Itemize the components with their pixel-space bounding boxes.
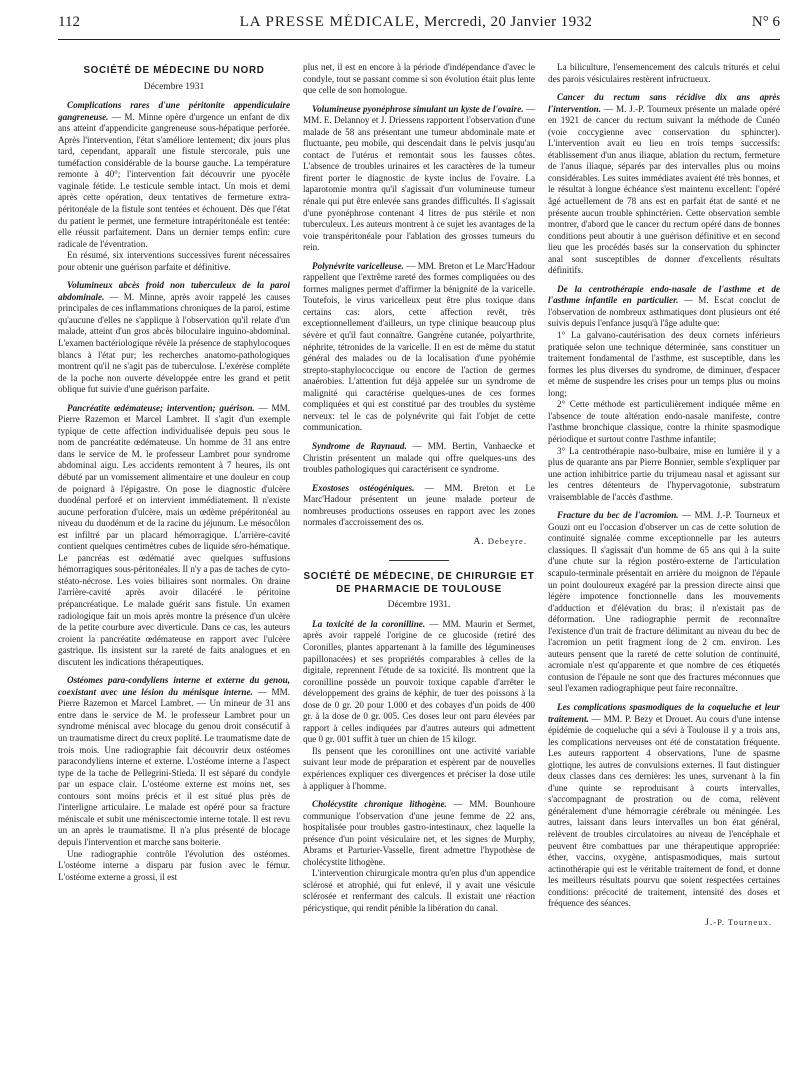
report-text: — MM. Breton et Le Marc'Hadour rappellent que l'extrême rareté des formes compliquées ou des formes malignes permet d'affirmer la bénignité de la varicelle. Toutefois, le virus varicelleux peut être plus toxique dans certains cas: alors, cette affection revêt, très exceptionnellement d'ailleurs, un type clinique beaucoup plus sévère et qu'il faut connaître. Gangrène cutanée, polyarthrite, néphrite, tétronides de la varicelle. Il en est de même du statut général des malades ou de la localisation d'une pyohémie strepto-staphylococcique ou encore de l'action de germes anaérobies. L'attention fut déjà appelée sur un syndrome de malignité qui caractérise quelques-unes de ces formes compliquées et qui est constitué par des troubles du système nerveux: tel le cas de polynévrite qui fait l'objet de cette communication. — [303, 260, 535, 433]
report-title: Exostoses ostéogéniques. — [312, 482, 415, 493]
report-title: Ostéomes para-condyliens interne et externe du genou, coexistant avec une lésion du ménisque interne. — [58, 675, 290, 697]
report-text: — M. Escat conclut de l'observation de nombreux asthmatiques dont plusieurs ont été suivis depuis l'enfance jusqu'à l'âge adulte que: — [548, 295, 780, 329]
report-entry — [303, 104, 535, 254]
list-item: 3° La centrothérapie naso-bulbaire, mise en lumière il y a plus de quarante ans par Pierre Bonnier, semble s'expliquer par une action inhibitrice partie du trijumeau nasal et agissant sur les centres détenteurs de l'hypervagotonie, substratum vraisemblable de l'accès d'asthme. — [548, 445, 780, 502]
continued-text — [303, 62, 535, 97]
session-date: Décembre 1931 — [143, 81, 205, 92]
article-columns — [58, 62, 780, 929]
report-title: Cancer du rectum sans récidive dix ans après l'intervention. — [548, 92, 780, 114]
report-text: — M. J.-P. Tourneux présente un malade opéré en 1921 de cancer du rectum suivant la méthode de Cunéo (voie coccygienne avec conservation du sphincter). L'intervention avait eu lieu en trois temps successifs: établissement d'un anus iliaque, ablation du rectum, fermeture de l'anus iliaque, séparés par des intervalles plus ou moins considérables. Les suites immédiates avaient été très bonnes, et le résultat à longue échéance s'est maintenu excellent: l'opéré âgé actuellement de 78 ans est en parfait état de santé et ne présente aucun trouble sphinctérien. Cette observation semble montrer, d'abord que le cancer du rectum opéré dans de bonnes conditions peut aboutir à une guérison définitive et en second lieu que les procédés basés sur la conservation du sphincter anal sont susceptibles de donner d'excellents résultats définitifs. — [548, 103, 780, 276]
report-text: — M. Minne, après avoir rappelé les causes principales de ces inflammations chroniques de la paroi, estime qu'aucune d'elles ne s'applique à l'observation qu'il relate d'un malade, atteint d'un gros abcès biloculaire inguino-abdominal. L'examen bactériologique révèle la présence de staphylocoques blancs à l'état pur; les recherches anatomo-pathologiques montrent qu'il ne s'agit pas de tuberculose. L'exérèse complète de la poche non ouverte développée entre les grand et petit oblique fut suivie d'une guérison parfaite. — [58, 291, 290, 395]
section-divider — [389, 560, 449, 561]
report-title: Volumineuse pyonéphrose simulant un kyste de l'ovaire. — [312, 103, 524, 114]
continued-text — [548, 62, 780, 85]
society-heading: SOCIÉTÉ DE MÉDECINE, DE CHIRURGIE ET DE PHARMACIE DE TOULOUSE — [303, 571, 535, 595]
report-text: — MM. Pierre Razemon et Marcel Lambret. — Un mineur de 31 ans entre dans le service de M. le professeur Lambret pour un syndrome méniscal avec blocage du genou droit consécutif à un traumatisme direct du creux poplité. Le traumatisme date de trois mois. Une radiographie fait découvrir deux ostéomes paracondyliens interne et externe. L'ostéome interne a l'aspect type de la tache de Pellegrini-Stieda. Il est séparé du condyle par un espace clair. L'ostéome externe est moins net, ses contours sont moins précis et il est situé plus près de l'interligne articulaire. Le malade est opéré pour sa fracture méniscale et subit une méniscectomie interne totale. Il est revu un an après le traumatisme. Il n'a plus présenté de blocage depuis l'intervention et marche sans boiterie. — [58, 686, 290, 847]
report-text: — MM. Maurin et Sermet, après avoir rappelé l'origine de ce glucoside (retiré des Coronilles, plantes appartenant à la famille des légumineuses papillonacées) et ses propriétés comparables à celles de la digitale, reprennent l'étude de sa toxicité. Ils montrent que la coronilline possède un pouvoir toxique capable d'arrêter le développement des grains de képhir, de tuer des poissons à la dose de 0 gr. 20 pour 1.000 et des cobayes d'un poids de 400 gr. à la dose de 0 gr. 005. Ces doses leur ont paru élevées par rapport à celles indiquées par d'autres auteurs qui admettent que 0 gr. 001 suffit à tuer un chien de 15 kilogr. — [303, 618, 535, 745]
journal-name: LA PRESSE MÉDICALE, — [239, 14, 420, 30]
report-entry — [548, 92, 780, 277]
report-title: Fracture du bec de l'acromion. — [557, 510, 679, 521]
report-entry — [303, 261, 535, 434]
report-title: Polynévrite varicelleuse. — [312, 260, 404, 271]
report-paragraph: Une radiographie contrôle l'évolution des ostéomes. L'ostéome interne a disparu par fusion avec le fémur. L'ostéome externe a grossi, il est — [58, 848, 290, 882]
list-item: 1° La galvano-cautérisation des deux cornets inférieurs pratiquée selon une technique déterminée, sans constituer un traitement fondamental de l'asthme, est susceptible, dans les formes les plus diverses du syndrome, de diminuer, d'espacer et même de suspendre les crises pour un temps plus ou moins long; — [548, 330, 780, 398]
issue-date: Mercredi, 20 Janvier 1932 — [423, 14, 593, 30]
report-entry — [303, 441, 535, 476]
report-text: — MM. Bertin, Vanhaecke et Christin présentent un malade qui offre quelques-uns des troubles pathologiques qui caractérisent ce syndrome. — [303, 440, 535, 475]
report-title: Cholécystite chronique lithogène. — [312, 799, 447, 810]
report-entry — [58, 100, 290, 273]
society-heading: SOCIÉTÉ DE MÉDECINE DU NORD — [83, 65, 265, 76]
report-entry — [303, 619, 535, 792]
report-paragraph: La biliculture, l'ensemencement des calculs triturés et celui des parois vésiculaires restèrent infructueux. — [548, 62, 780, 84]
report-paragraph: En résumé, six interventions successives furent nécessaires pour obtenir une guérison parfaite et définitive. — [58, 250, 290, 272]
report-paragraph: plus net, il est en encore à la période d'indépendance d'avec le condyle, tout se passant comme si son évolution était plus lente que celle de son homologue. — [303, 62, 535, 96]
report-text: — MM. Breton et Le Marc'Hadour présentent un jeune malade porteur de nombreuses productions osseuses en rapport avec les zones normales d'accroissement des os. — [303, 482, 535, 528]
running-header — [58, 14, 780, 40]
report-title: De la centrothérapie endo-nasale de l'asthme et de l'asthme infantile en particulier. — [548, 283, 780, 306]
report-entry — [548, 510, 780, 695]
report-paragraph: Ils pensent que les coronillines ont une activité variable suivant leur mode de préparation et espèrent par de nouvelles expériences expliquer ces divergences et préciser la dose utile à appliquer à l'homme. — [303, 745, 535, 791]
author-signature: J.-P. Tourneux. — [705, 916, 772, 928]
report-entry — [58, 675, 290, 883]
journal-title-line — [240, 14, 593, 31]
report-entry — [303, 483, 535, 529]
report-title: Les complications spasmodiques de la coqueluche et leur traitement. — [548, 701, 780, 724]
column-3 — [548, 62, 780, 929]
report-text: — MM. J.-P. Tourneux et Gouzi ont eu l'occasion d'observer un cas de cette solution de continuité signalée comme exceptionnelle par les auteurs classiques. Il s'agissait d'un homme de 65 ans qui à la suite d'une chute sur la région postéro-externe de l'articulation scapulo-terminale présentait en arrière du moignon de l'épaule un point douloureux exagéré par la pression directe ainsi que légère impotence fonctionnelle dans les mouvements d'adduction et d'élévation du bras; il n'existait pas de déformation. Une radiographie permit de reconnaître l'existence d'un trait de fracture délimitant au niveau du bec de l'acromion un petit fragment long de 2 cm. environ. Les auteurs pensent que la rareté de cette solution de continuité, acromiale n'est qu'apparente et que nombre de ces étiquetés contusion de l'épaule ne sont que des fractures méconnues que seul l'examen radiographique peut faire reconnaître. — [548, 510, 780, 694]
report-title: Syndrome de Raynaud. — [312, 440, 407, 451]
list-item: 2° Cette méthode est particulièrement indiquée même en l'absence de toute altération endo-nasale manifeste, contre l'asthme bronchique classique, contre la rhinite spasmodique périodique et surtout contre l'asthme infantile; — [548, 399, 780, 444]
session-date: Décembre 1931. — [387, 600, 451, 611]
report-title: La toxicité de la coronilline. — [312, 618, 426, 629]
column-2 — [303, 62, 535, 929]
column-1 — [58, 62, 290, 929]
issue-number: N° 6 — [751, 14, 780, 30]
report-text: — MM. Pierre Razemon et Marcel Lambret. Il s'agit d'un exemple typique de cette affection individualisée depuis peu sous le nom de pancréatite œdémateuse. Un homme de 31 ans entre dans le service de M. le professeur Lambret pour syndrome abdominal aigu. Les accidents remontent à 7 heures, ils ont débuté par un vomissement alimentaire et une douleur en coup de poignard à l'épigastre. On pose le diagnostic d'ulcère duodénal perforé et on intervient immédiatement. Il n'existe aucune perforation d'ulcère, mais un œdème prépéritonéal au niveau du duodénum et de la racine du jéjunum. Le mésocôlon est infiltré par un placard hémorragique. L'arrière-cavité contient quelques centimètres cubes de liquide séro-hématique. Le pancréas est œdématié avec quelques suffusions hémorragiques sous-péritonéales. Il n'y a pas de taches de cyto-stéato-nécrose. Les voies biliaires sont normales. On draine l'arrière-cavité après avoir dilacéré le péritoine prépancréatique. Le malade guérit sans fistule. Un examen radiologique fait un mois après montre la présence d'un ulcère de la petite courbure avec diverticule. Dans ce cas, les auteurs croient la pancréatite œdémateuse en rapport avec l'ulcère gastrique. Ils insistent sur la rareté de faits analogues et en discutent les indications thérapeutiques. — [58, 402, 291, 667]
report-paragraph: L'intervention chirurgicale montra qu'en plus d'un appendice sclérosé et atrophié, qui fut enlevé, il y avait une vésicule sclérosée et renfermant des calculs. Il existait une réaction péricystique, qui rendit pénible la libération du canal. — [303, 868, 535, 913]
report-text: — M. Minne opère d'urgence un enfant de dix ans atteint d'appendicite gangreneuse sous-hépatique perforée. Après l'intervention, l'état s'améliore lentement; dix jours plus tard, cependant, apparaît une fistule stercorale, puis une tuméfaction considérable de la bourse gauche. La température remonte à 40°; l'intervention fait découvrir une pyocèle vaginale fétide. Le testicule semble intact. Un mois et demi après cette opération, deux tentatives de fermeture extra-péritonéale de la fistule sont tentées et échouent. Dès que l'état du patient le permet, une fermeture intrapéritonéale est tentée: elle réussit parfaitement. Dans un dernier temps enfin: cure radicale de l'éventration. — [58, 111, 290, 249]
report-text: — MM. E. Delannoy et J. Driessens rapportent l'observation d'une malade de 58 ans présentant une tumeur abdominale mate et fluctuante, peu mobile, qui descendait dans le pelvis jusqu'au contact de l'utérus et remontait sous les fausses côtes. L'absence de troubles urinaires et les caractères de la tumeur firent porter le diagnostic de kyste inclus de l'ovaire. La laparotomie montra qu'il s'agissait d'un volumineuse tumeur rénale qui put être enlevée sans grandes difficultés. Il s'agissait d'une pyonéphrose contenant 4 litres de pus stérile et non tuberculeux. Les auteurs montrent à ce sujet les avantages de la voie transpéritonéale pour l'ablation des grosses tumeurs du rein. — [303, 103, 535, 253]
journal-page — [58, 14, 780, 1074]
report-title: Complications rares d'une péritonite appendiculaire gangreneuse. — [58, 100, 290, 122]
report-entry — [548, 702, 780, 910]
author-signature: A. Debeyre. — [473, 535, 527, 547]
report-text: — MM. Bounhoure communique l'observation d'une jeune femme de 22 ans, hospitalisée pour troubles gastro-intestinaux, chez laquelle la présence d'un point vésiculaire net, et les signes de Murphy, Abrams et Parturier-Vasselle, firent admettre l'hypothèse de cholécystite lithogène. — [303, 799, 535, 867]
report-entry — [58, 280, 290, 395]
report-entry — [548, 284, 780, 503]
report-title: Pancréatite œdémateuse; intervention; guérison. — [67, 402, 255, 413]
page-number: 112 — [58, 14, 80, 30]
report-entry — [58, 403, 290, 669]
report-title: Volumineux abcès froid non tuberculeux de la paroi abdominale. — [58, 280, 290, 302]
report-text: — MM. P. Bezy et Drouet. Au cours d'une intense épidémie de coqueluche qui a sévi à Toulouse il y a trois ans, les complications nerveuses ont été de constatation fréquente. Les auteurs rapportent 4 observations, l'une de spasme glottique, les autres de convulsions externes. Il faut distinguer deux classes dans ces dernières: les unes, survenant à la fin d'une quinte se reproduisant à courts intervalles, s'accompagnant de prostration ou de coma, relèvent généralement d'une hémorragie cérébrale ou méningée. Les autres, laissant dans leurs intervalles un bon état général, relèvent de troubles circulatoires au niveau de l'encéphale et peuvent être combattues par une thérapeutique appropriée: éther, vaccins, oxygène, antispasmodiques, mais surtout actinothérapie qui est le véritable traitement de fond, et donne les meilleurs résultats pourvu que soient respectées certaines conditions: précocité de traitement, intensité des doses et fréquence des séances. — [548, 713, 780, 909]
report-entry — [303, 799, 535, 914]
